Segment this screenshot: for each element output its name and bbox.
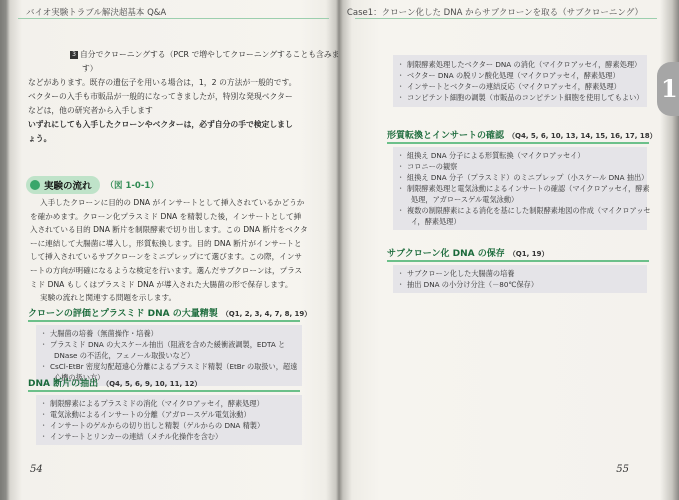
running-header-right: Case1：クローン化した DNA からサブクローンを取る（サブクローニング） <box>346 8 643 18</box>
flow-badge-label: 実験の流れ <box>44 181 92 192</box>
list-item: 心機の扱い方） <box>54 373 105 382</box>
list-item: ・ CsCl-EtBr 密度勾配超遠心分離によるプラスミド精製（EtBr の取扱い，超遠 <box>36 361 302 372</box>
list-item: 処理，アガロースゲル電気泳動） <box>411 195 519 204</box>
intro-line-3: ベクターの入手も市販品が一般的になってきましたが，特別な発現ベクター <box>28 92 293 101</box>
circle-bullet-icon <box>30 180 40 190</box>
top-continuation-box <box>393 55 647 107</box>
chapter-tab <box>657 62 679 116</box>
intro-line-5: いずれにしても入手したクローンやベクターは，必ず自分の手で検定しまし <box>28 120 293 129</box>
body-line: ミド DNA もしくはプラスミド DNA が導入された大腸菌の形で保存します。 <box>30 279 293 289</box>
header-rule-left <box>18 18 329 19</box>
intro-line-1: す） <box>82 64 98 73</box>
section-box-transformation <box>393 147 651 230</box>
left-page <box>0 0 339 500</box>
flow-badge <box>26 176 159 194</box>
list-item: ・ インサートとベクターの連結反応（マイクロアッセイ，酵素処理） <box>393 81 647 92</box>
body-line: して挿入されているサブクローンをミニプレップにて選びます。この際，インサ <box>30 252 303 262</box>
list-item: ・ 制限酵素によるプラスミドの消化（マイクロアッセイ，酵素処理） <box>36 398 302 409</box>
intro-line-2: などがあります。既存の遺伝子を用いる場合は，1，2 の方法が一般的です。 <box>28 78 297 87</box>
running-header-left: バイオ実験トラブル解決超基本 Q&A <box>26 8 167 18</box>
list-item: ・ インサートのゲルからの切り出しと精製（ゲルからの DNA 精製） <box>36 420 302 431</box>
header-rule-right <box>355 18 657 19</box>
list-item: ・ コロニーの観察 <box>393 161 647 172</box>
body-line: 入手したクローンに目的の DNA がインサートとして挿入されているかどうか <box>40 198 305 207</box>
body-line: を確かめます。クローン化プラスミド DNA を精製した後，インサートとして挿 <box>30 211 302 221</box>
right-page <box>339 0 679 500</box>
list-item: ・ 組換え DNA 分子（プラスミド）のミニプレップ（小スケール DNA 抽出） <box>393 172 647 183</box>
section-title-clone-evaluation: クローンの評価とプラスミド DNA の大量精製 （Q1, 2, 3, 4, 7, 8, 19） <box>28 309 312 319</box>
section-rule <box>387 260 649 262</box>
list-item: ・ 抽出 DNA の小分け分注（－80℃保存） <box>393 279 647 290</box>
list-item: イ，酵素処理） <box>411 217 461 226</box>
list-item: ・ 制限酵素処理と電気泳動によるインサートの確認（マイクロアッセイ，酵素 <box>393 183 647 194</box>
list-item: ・ プラスミド DNA の大スケール抽出（阻液を含めた緩衝液調製，EDTA と <box>36 339 302 350</box>
list-item: ・ 大腸菌の培養（無菌操作・培養） <box>36 328 302 339</box>
list-item: ・ 制限酵素処理したベクター DNA の消化（マイクロアッセイ，酵素処理） <box>393 59 647 70</box>
section-questions: （Q4, 5, 6, 9, 10, 11, 12） <box>102 380 202 388</box>
section-rule <box>28 320 300 322</box>
list-item: ・ インサートとリンカーの連結（メチル化操作を含む） <box>36 431 302 442</box>
section-title-transformation: 形質転換とインサートの確認 （Q4, 5, 6, 10, 13, 14, 15, 16, 17, 18） <box>387 131 657 141</box>
section-box-storage <box>393 265 647 293</box>
section-title-storage: サブクローン化 DNA の保存 （Q1, 19） <box>387 249 549 259</box>
list-item: DNase の不活化，フェノール取扱いなど） <box>54 351 195 360</box>
list-item: ・ 組換え DNA 分子による形質転換（マイクロアッセイ） <box>393 150 647 161</box>
intro-line-6: ょう。 <box>28 134 52 143</box>
intro-paragraph <box>28 48 340 146</box>
section-questions: （Q1, 19） <box>508 250 549 258</box>
body-line: ートの方向が明確になるような検定を行います。選んだサブクローンは，プラス <box>30 265 303 275</box>
body-line: 実験の流れと関連する問題を示します。 <box>40 293 177 303</box>
body-line: 入されている目的 DNA 断片を制限酵素で切り出します。この DNA 断片をベクタ <box>30 225 308 235</box>
intro-line-0: 3 自分でクローニングする（PCR で増やしてクローニングすることも含みま <box>70 48 339 62</box>
body-paragraph <box>30 196 308 305</box>
body-line: ーに連結して大腸菌に導入し，形質転換します。目的 DNA 断片がインサートと <box>30 238 302 248</box>
list-item: ・ コンピテント細胞の調製（市販品のコンピテント細胞を使用してもよい） <box>393 92 647 103</box>
list-item: ・ 複数の制限酵素による消化を基にした制限酵素地図の作成（マイクロアッセ <box>393 205 647 216</box>
intro-line-4: などは，他の研究者から入手します <box>28 106 153 115</box>
list-item: ・ サブクローン化した大腸菌の培養 <box>393 268 647 279</box>
page-number-left: 54 <box>30 464 43 475</box>
section-title-dna-fragment: DNA 断片の抽出 （Q4, 5, 6, 9, 10, 11, 12） <box>28 379 202 389</box>
section-rule <box>28 390 300 392</box>
section-box-dna-fragment <box>36 395 302 445</box>
number-box-icon: 3 <box>70 51 78 59</box>
section-questions: （Q1, 2, 3, 4, 7, 8, 19） <box>221 310 312 318</box>
page-number-right: 55 <box>616 464 629 475</box>
list-item: ・ ベクター DNA の脱リン酸化処理（マイクロアッセイ，酵素処理） <box>393 70 647 81</box>
figure-reference: （図 1-0-1） <box>105 181 159 191</box>
list-item: ・ 電気泳動によるインサートの分離（アガロースゲル電気泳動） <box>36 409 302 420</box>
section-questions: （Q4, 5, 6, 10, 13, 14, 15, 16, 17, 18） <box>508 132 657 140</box>
chapter-number: 1 <box>661 74 678 103</box>
section-rule <box>387 142 649 144</box>
